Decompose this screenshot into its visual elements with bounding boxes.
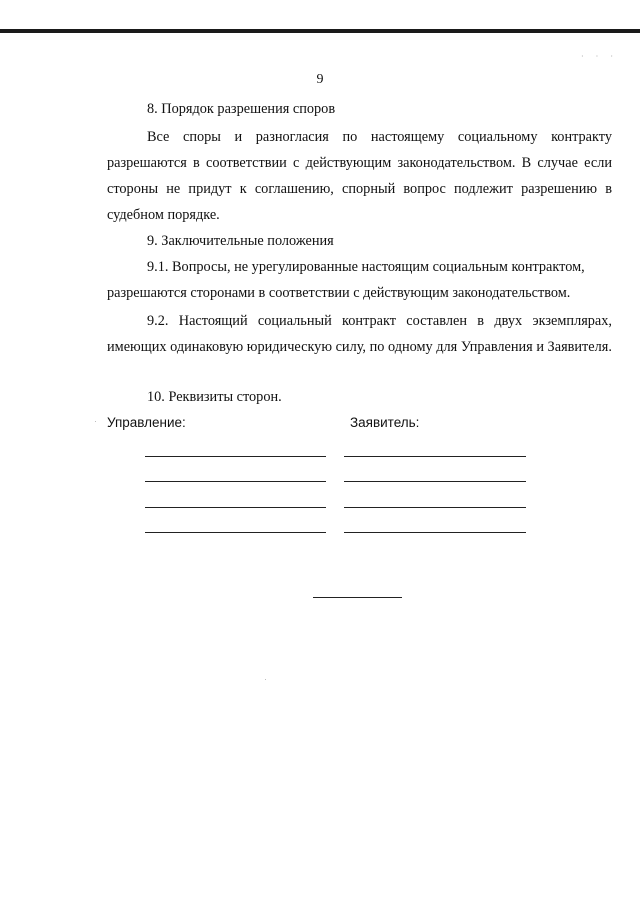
scan-noise: · · · xyxy=(581,52,618,61)
scan-speck xyxy=(265,679,266,680)
section-9-1-line-2: разрешаются сторонами в соответствии с действующим законодательством. xyxy=(107,285,571,301)
applicant-blank-line-1 xyxy=(344,456,526,457)
management-label: Управление: xyxy=(107,415,186,430)
applicant-blank-line-4 xyxy=(344,532,526,533)
section-9-1-line-1: 9.1. Вопросы, не урегулированные настоящим социальным контрактом, xyxy=(147,259,585,275)
management-blank-line-1 xyxy=(145,456,326,457)
management-blank-line-4 xyxy=(145,532,326,533)
management-blank-line-2 xyxy=(145,481,326,482)
section-8-paragraph: Все споры и разногласия по настоящему социальному контракту разрешаются в соответствии с действующим законодательством. В случае если стороны не придут к соглашению, спорный вопрос подлежит разрешению в судебном порядке. xyxy=(107,129,612,223)
applicant-blank-line-3 xyxy=(344,507,526,508)
scan-top-border xyxy=(0,29,640,33)
section-8-heading: 8. Порядок разрешения споров xyxy=(147,101,336,117)
section-9-2-paragraph: 9.2. Настоящий социальный контракт составлен в двух экземплярах, имеющих одинаковую юридическую силу, по одному для Управления и Заявителя. xyxy=(107,313,612,355)
scan-speck xyxy=(95,421,96,422)
management-blank-line-3 xyxy=(145,507,326,508)
applicant-label: Заявитель: xyxy=(350,415,420,430)
end-of-document-rule xyxy=(313,597,402,598)
section-9-heading: 9. Заключительные положения xyxy=(147,233,334,249)
page-number: 9 xyxy=(316,72,324,87)
section-10-heading: 10. Реквизиты сторон. xyxy=(147,389,282,405)
applicant-blank-line-2 xyxy=(344,481,526,482)
